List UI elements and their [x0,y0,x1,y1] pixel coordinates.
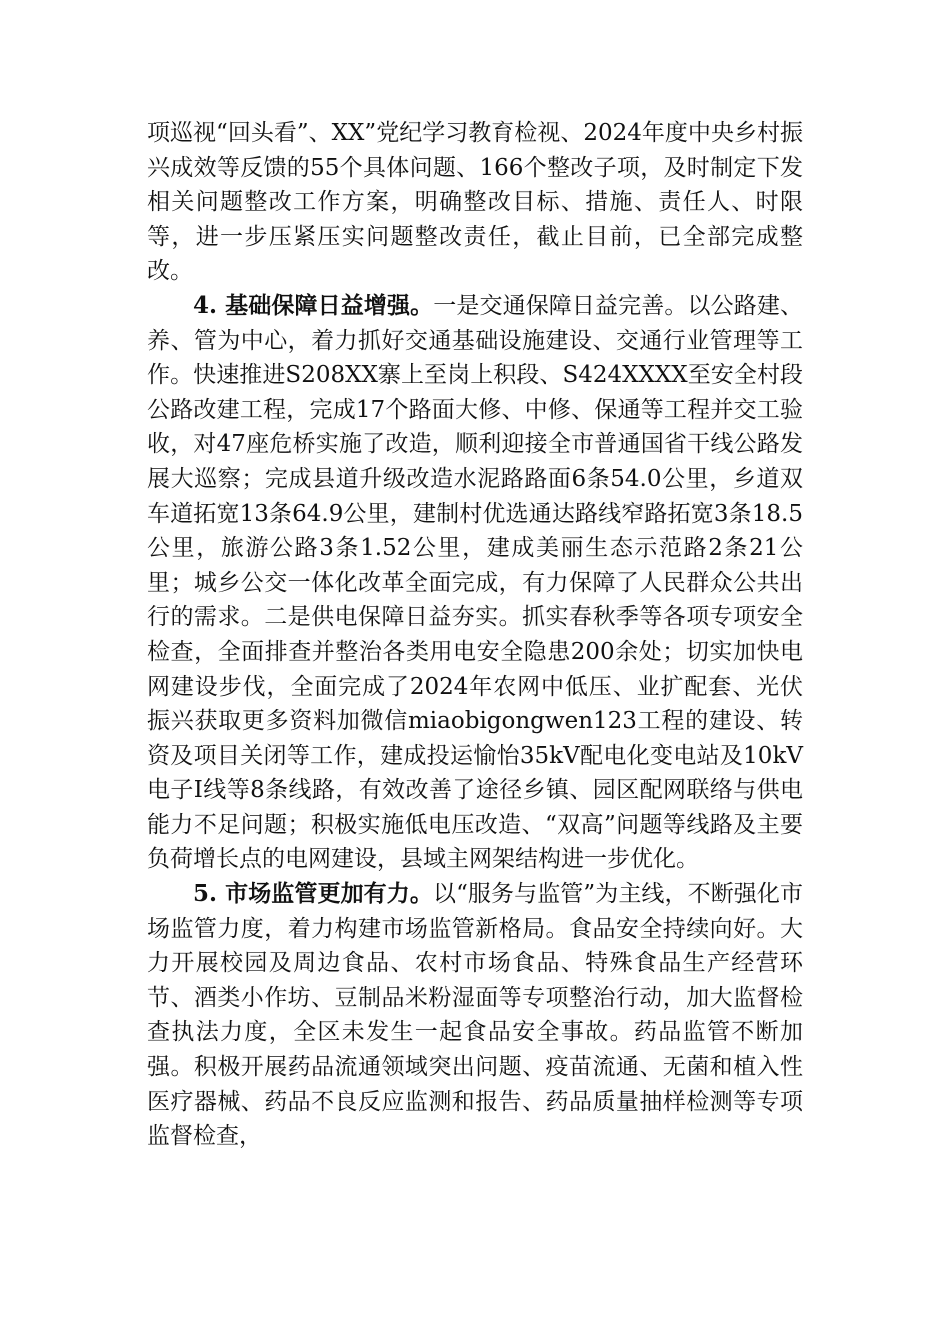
document-body [147,116,803,1154]
paragraph-2-heading: 4. 基础保障日益增强。 [193,291,434,319]
paragraph-3 [147,877,803,1154]
paragraph-2 [147,289,803,877]
paragraph-2-text: 一是交通保障日益完善。以公路建、养、管为中心，着力抓好交通基础设施建设、交通行业管理等工作。快速推进S208XX寨上至岗上积段、S424XXXX至安全村段公路改建工程，完成17个路面大修、中修、保通等工程并交工验收，对47座危桥实施了改造，顺利迎接全市普通国省干线公路发展大巡察；完成县道升级改造水泥路路面6条54.0公里，乡道双车道拓宽13条64.9公里，建制村优选通达路线窄路拓宽3条18.5公里，旅游公路3条1.52公里，建成美丽生态示范路2条21公里；城乡公交一体化改革全面完成，有力保障了人民群众公共出行的需求。二是供电保障日益夯实。抓实春秋季等各项专项安全检查，全面排查并整治各类用电安全隐患200余处；切实加快电网建设步伐，全面完成了2024年农网中低压、业扩配套、光伏振兴获取更多资料加微信miaobigongwen123工程的建设、转资及项目关闭等工作，建成投运愉怡35kV配电化变电站及10kV电子Ⅰ线等8条线路，有效改善了途径乡镇、园区配网联络与供电能力不足问题；积极实施低电压改造、“双高”问题等线路及主要负荷增长点的电网建设，县域主网架结构进一步优化。 [147,292,804,873]
paragraph-1-text: 项巡视“回头看”、XX”党纪学习教育检视、2024年度中央乡村振兴成效等反馈的55个具体问题、166个整改子项，及时制定下发相关问题整改工作方案，明确整改目标、措施、责任人、时限等，进一步压紧压实问题整改责任，截止目前，已全部完成整改。 [147,120,803,285]
paragraph-1 [147,116,803,289]
paragraph-3-text: 以“服务与监管”为主线，不断强化市场监管力度，着力构建市场监管新格局。食品安全持续向好。大力开展校园及周边食品、农村市场食品、特殊食品生产经营环节、酒类小作坊、豆制品米粉湿面等专项整治行动，加大监督检查执法力度，全区未发生一起食品安全事故。药品监管不断加强。积极开展药品流通领域突出问题、疫苗流通、无菌和植入性医疗器械、药品不良反应监测和报告、药品质量抽样检测等专项监督检查， [147,881,803,1150]
paragraph-3-heading: 5. 市场监管更加有力。 [193,880,433,908]
